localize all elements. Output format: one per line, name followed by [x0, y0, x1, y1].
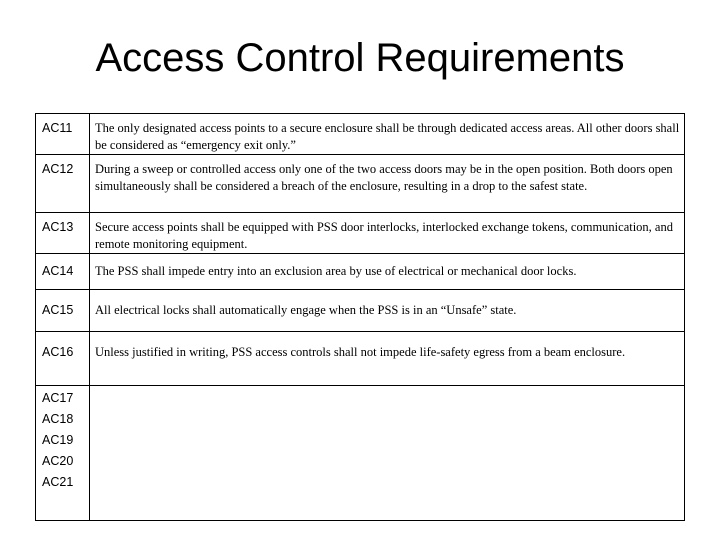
requirement-code: AC12: [36, 155, 90, 213]
requirement-code: AC19: [42, 433, 74, 447]
table-row: [36, 213, 685, 254]
requirements-table: [35, 113, 685, 521]
table-row: [36, 290, 685, 332]
requirement-code: AC13: [36, 213, 90, 254]
requirement-code: AC14: [36, 254, 90, 290]
requirement-text: Unless justified in writing, PSS access controls shall not impede life-safety egress from a beam enclosure.: [90, 332, 685, 386]
table-row: [36, 114, 685, 155]
requirement-text: During a sweep or controlled access only one of the two access doors may be in the open position. Both doors open simultaneously shall be considered a breach of the enclosure, resulting in a drop to the safest state.: [90, 155, 685, 213]
requirement-code: AC21: [42, 475, 74, 489]
requirement-text: All electrical locks shall automatically engage when the PSS is in an “Unsafe” state.: [90, 290, 685, 332]
requirement-code: AC11: [36, 114, 90, 155]
requirement-text: Secure access points shall be equipped with PSS door interlocks, interlocked exchange tokens, communication, and remote monitoring equipment.: [90, 213, 685, 254]
requirement-code: AC20: [42, 454, 74, 468]
table-row: [36, 332, 685, 386]
requirement-code: AC17: [42, 391, 74, 405]
requirement-code: AC15: [36, 290, 90, 332]
empty-requirement-text: [90, 386, 685, 521]
table-row: [36, 386, 685, 521]
table-row: [36, 254, 685, 290]
requirement-text: The only designated access points to a secure enclosure shall be through dedicated access areas. All other doors shall be considered as “emergency exit only.”: [90, 114, 685, 155]
requirement-text: The PSS shall impede entry into an exclusion area by use of electrical or mechanical door locks.: [90, 254, 685, 290]
page-title: Access Control Requirements: [95, 36, 625, 80]
requirement-code-list: [36, 386, 90, 521]
requirement-code: AC18: [42, 412, 74, 426]
requirement-code: AC16: [36, 332, 90, 386]
table-row: [36, 155, 685, 213]
